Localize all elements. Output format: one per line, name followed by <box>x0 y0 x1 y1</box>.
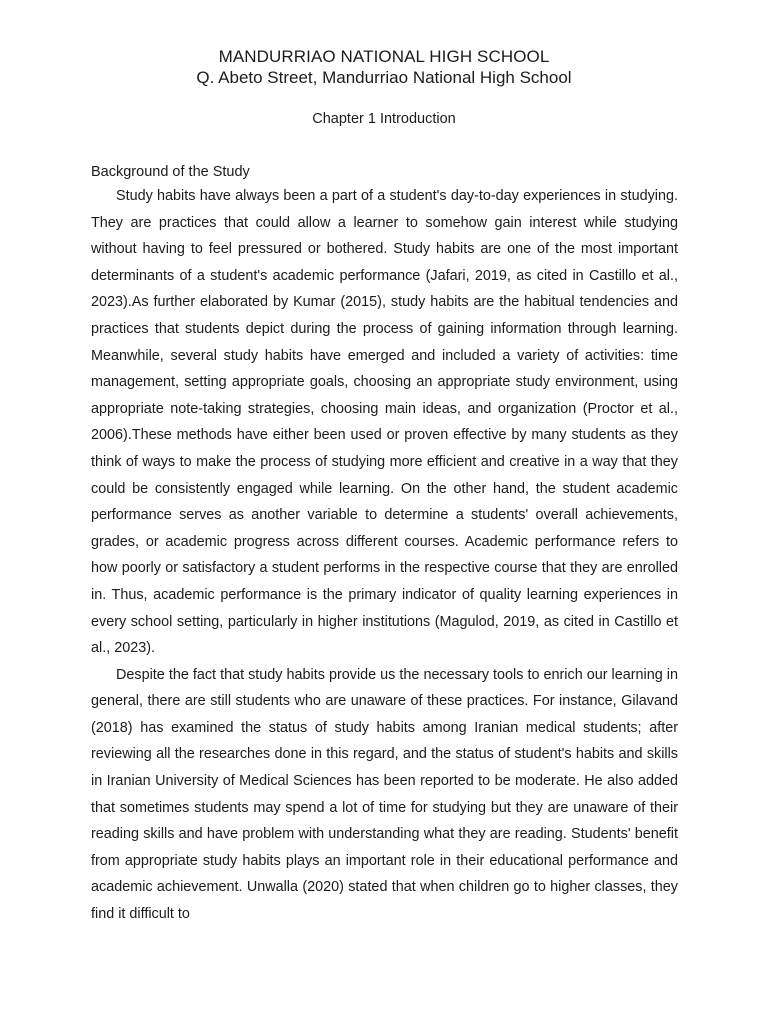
school-address: Q. Abeto Street, Mandurriao National High School <box>196 68 572 87</box>
school-name: MANDURRIAO NATIONAL HIGH SCHOOL <box>218 47 550 66</box>
body-text <box>91 183 678 928</box>
paragraph-1: Study habits have always been a part of a student's day-to-day experiences in studying. They are practices that could allow a learner to somehow gain interest while studying without having to feel pressured or bothered. Study habits are one of the most important determinants of a student's academic performance (Jafari, 2019, as cited in Castillo et al., 2023).As further elaborated by Kumar (2015), study habits are the habitual tendencies and practices that students depict during the process of gaining information through learning. Meanwhile, several study habits have emerged and included a variety of activities: time management, setting appropriate goals, choosing an appropriate study environment, using appropriate note-taking strategies, choosing main ideas, and organization (Proctor et al., 2006).These methods have either been used or proven effective by many students as they think of ways to make the process of studying more efficient and creative in a way that they could be consistently engaged while learning. On the other hand, the student academic performance serves as another variable to determine a students' overall achievements, grades, or academic progress across different courses. Academic performance refers to how poorly or satisfactory a student performs in the respective course that they are enrolled in. Thus, academic performance is the primary indicator of quality learning experiences in every school setting, particularly in higher institutions (Magulod, 2019, as cited in Castillo et al., 2023). <box>91 188 678 657</box>
section-heading: Background of the Study <box>91 164 250 180</box>
chapter-title: Chapter 1 Introduction <box>312 111 456 127</box>
paragraph-2: Despite the fact that study habits provide us the necessary tools to enrich our learning in general, there are still students who are unaware of these practices. For instance, Gilavand (2018) has examined the status of study habits among Iranian medical students; after reviewing all the researches done in this regard, and the status of student's habits and skills in Iranian University of Medical Sciences has been reported to be moderate. He also added that sometimes students may spend a lot of time for studying but they are unaware of their reading skills and have problem with understanding what they are reading. Students' benefit from appropriate study habits plays an important role in their educational performance and academic achievement. Unwalla (2020) stated that when children go to higher classes, they find it difficult to <box>91 666 678 923</box>
